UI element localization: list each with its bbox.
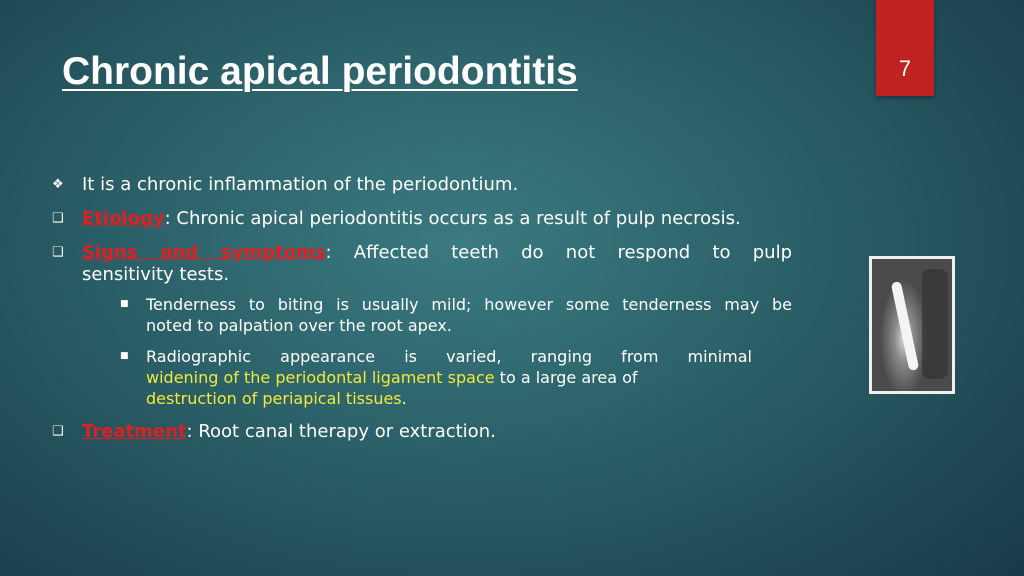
etiology-text: Chronic apical periodontitis occurs as a result of pulp necrosis. [170,208,741,229]
square-bullet-icon: ■ [120,299,129,309]
checkbox-bullet-icon: ❑ [52,424,64,439]
diamond-bullet-icon: ❖ [52,177,64,192]
checkbox-bullet-icon: ❑ [52,211,64,226]
etiology-item [52,208,792,230]
sub2-highlight-1: widening of the periodontal ligament space [146,368,495,387]
treatment-text: Root canal therapy or extraction. [192,421,496,442]
sub2-line1: Radiographic appearance is varied, ranging from minimal [146,347,752,366]
treatment-label: Treatment [82,421,187,442]
checkbox-bullet-icon: ❑ [52,245,64,260]
etiology-label: Etiology [82,208,165,229]
page-number: 7 [898,56,912,81]
treatment-item [52,421,792,443]
sub-bullet-item [82,346,752,409]
radiograph-picture [872,259,952,391]
bullet-text: It is a chronic inflammation of the periodontium. [82,174,519,195]
sub2-end: . [401,389,407,408]
radiograph-root-filling [891,281,919,371]
signs-label: Signs and symptoms [82,242,326,263]
page-number-tab [876,0,934,96]
bullet-item [52,174,792,196]
sub1-line2: noted to palpation over the root apex. [146,316,452,335]
content-list [52,174,792,455]
sub2-mid: to a large area of [494,368,638,387]
slide-title: Chronic apical periodontitis [62,50,578,93]
etiology-sep: : [164,208,171,229]
treatment-sep: : [186,421,193,442]
sub-bullet-item [82,294,792,336]
signs-text-1: Affected teeth do not respond to pulp [331,242,792,263]
signs-item [52,242,792,409]
signs-sep: : [325,242,332,263]
signs-text-2: sensitivity tests. [82,264,230,285]
radiograph-image [869,256,955,394]
square-bullet-icon: ■ [120,351,129,361]
sub2-highlight-2: destruction of periapical tissues [146,389,402,408]
sub1-line1: Tenderness to biting is usually mild; however some tenderness may be [146,295,792,314]
radiograph-shadow [922,269,948,379]
